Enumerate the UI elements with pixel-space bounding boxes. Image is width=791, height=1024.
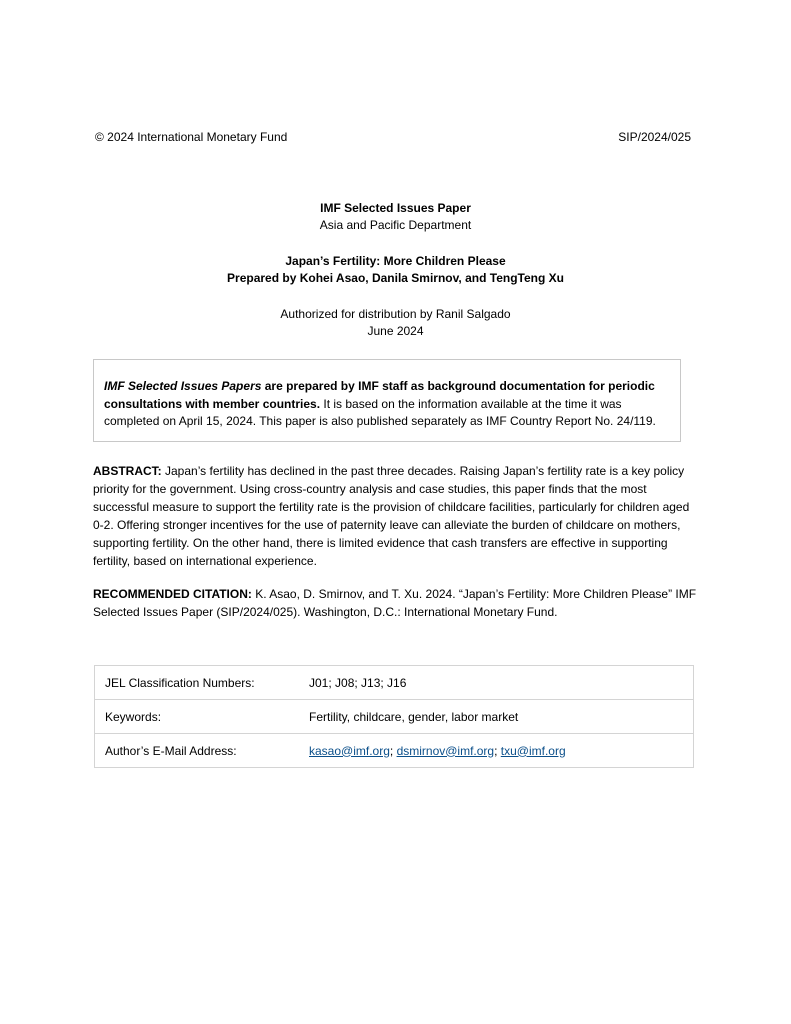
disclaimer-series-name: IMF Selected Issues Papers: [104, 379, 262, 393]
jel-value: J01; J08; J13; J16: [309, 666, 694, 700]
abstract: [93, 462, 698, 570]
publication-date: June 2024: [367, 324, 424, 338]
table-row: [95, 700, 694, 734]
department: Asia and Pacific Department: [319, 218, 472, 232]
disclaimer-bold-text: are prepared by IMF staff as background documentation for periodic consultations with member countries.: [104, 379, 655, 411]
keywords-label: Keywords:: [95, 700, 310, 734]
authors-line: Prepared by Kohei Asao, Danila Smirnov, and TengTeng Xu: [227, 271, 564, 285]
email-label: Author’s E-Mail Address:: [95, 734, 310, 768]
citation-text: K. Asao, D. Smirnov, and T. Xu. 2024. “Japan’s Fertility: More Children Please” IMF Selected Issues Paper (SIP/2024/025). Washington, D.C.: International Monetary Fund.: [93, 587, 697, 619]
citation: [93, 585, 698, 621]
email-link-smirnov[interactable]: dsmirnov@imf.org: [396, 743, 495, 758]
email-link-asao[interactable]: kasao@imf.org: [309, 743, 390, 758]
copyright-notice: © 2024 International Monetary Fund: [95, 130, 288, 144]
jel-label: JEL Classification Numbers:: [95, 666, 310, 700]
abstract-label: ABSTRACT:: [93, 464, 162, 478]
table-row: [95, 666, 694, 700]
paper-title: Japan’s Fertility: More Children Please: [285, 254, 506, 268]
email-link-xu[interactable]: txu@imf.org: [500, 743, 566, 758]
keywords-value: Fertility, childcare, gender, labor market: [309, 700, 694, 734]
email-separator: ;: [389, 743, 397, 758]
paper-id: SIP/2024/025: [618, 130, 691, 144]
email-separator: ;: [494, 743, 501, 758]
disclaimer-plain-text: It is based on the information available at the time it was completed on April 15, 2024. This paper is also published separately as IMF Country Report No. 24/119.: [104, 396, 656, 428]
authorized-line: Authorized for distribution by Ranil Salgado: [280, 307, 511, 321]
disclaimer-box: [93, 359, 681, 442]
citation-label: RECOMMENDED CITATION:: [93, 587, 252, 601]
email-values: [309, 734, 694, 768]
info-table: [94, 665, 694, 768]
table-row: [95, 734, 694, 768]
disclaimer-text: [104, 378, 679, 431]
series-title: IMF Selected Issues Paper: [320, 201, 471, 215]
abstract-text: Japan’s fertility has declined in the past three decades. Raising Japan’s fertility rate is a key policy priority for the government. Using cross-country analysis and case studies, this paper finds that the most successful measure to support the fertility rate is the provision of childcare facilities, particularly for children aged 0-2. Offering stronger incentives for the use of paternity leave can alleviate the burden of childcare on mothers, supporting fertility. On the other hand, there is limited evidence that cash transfers are effective in supporting fertility, based on international experience.: [93, 464, 690, 568]
